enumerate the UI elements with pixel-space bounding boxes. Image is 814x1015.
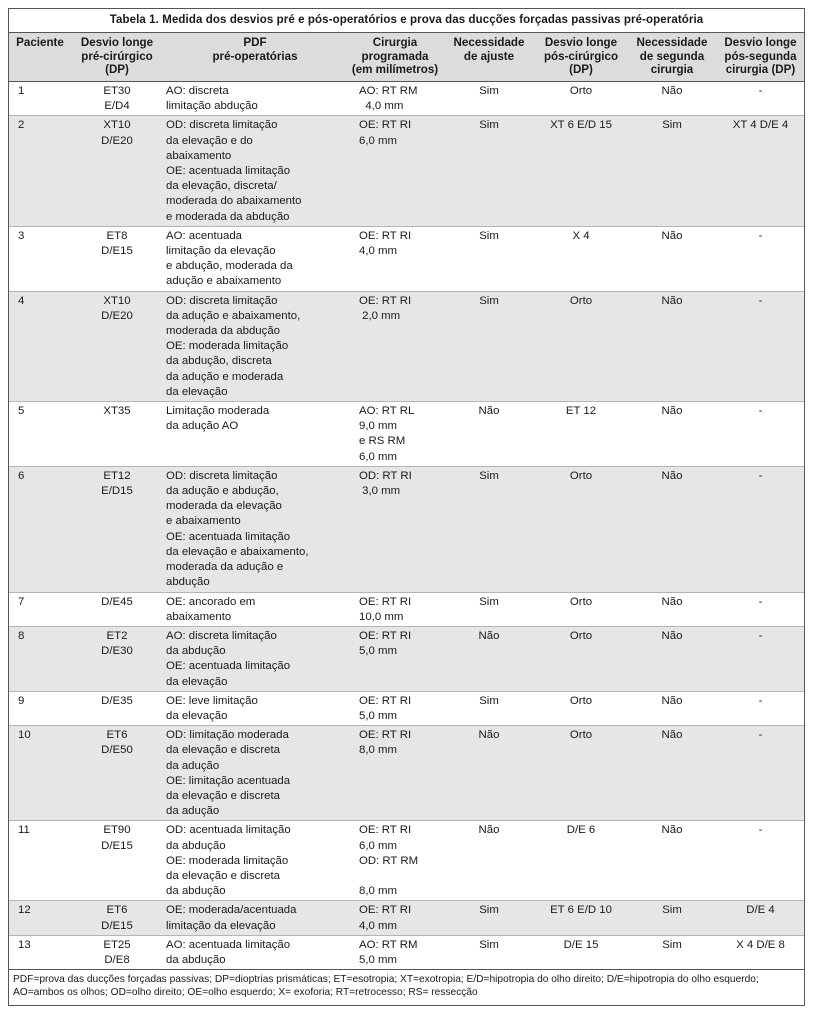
cell-cirurgia-line: 5,0 mm [359, 709, 397, 722]
cell-desvio-pre-line: E/D4 [104, 100, 130, 113]
header-pdf [163, 33, 347, 82]
cell-desvio-pos: Orto [535, 626, 627, 691]
cell-ajuste: Sim [443, 935, 535, 969]
cell-desvio-pos2: - [717, 726, 804, 821]
cell-segunda: Não [627, 691, 717, 725]
cell-desvio-pre [71, 116, 163, 226]
cell-pdf-line: OE: moderada/acentuada [166, 904, 297, 917]
cell-desvio-pre [71, 726, 163, 821]
cell-desvio-pos: ET 12 [535, 402, 627, 467]
cell-cirurgia-line: OE: RT RI [359, 824, 412, 837]
cell-ajuste: Não [443, 402, 535, 467]
cell-cirurgia [347, 691, 443, 725]
header-line: de segunda [639, 49, 705, 63]
table-row [9, 402, 804, 467]
cell-pdf-line: da elevação, discreta/ [166, 180, 277, 193]
cell-cirurgia-line: 6,0 mm [359, 134, 397, 147]
header-line: Desvio longe [724, 36, 797, 49]
cell-pdf-line: limitação da elevação [166, 245, 276, 258]
cell-desvio-pre [71, 626, 163, 691]
header-line: Desvio longe [80, 36, 154, 49]
cell-pdf-line: abaixamento [166, 149, 232, 162]
cell-cirurgia-line: 9,0 mm [359, 420, 397, 433]
header-line: pós-cirúrgico [543, 49, 619, 63]
cell-paciente: 1 [9, 82, 71, 116]
cell-pdf-line: da adução e abaixamento, [166, 309, 301, 322]
cell-ajuste: Não [443, 626, 535, 691]
cell-desvio-pre-line: D/E8 [104, 953, 130, 966]
cell-pdf-line: Limitação moderada [166, 405, 270, 418]
header-line: (em milímetros) [351, 63, 439, 76]
cell-cirurgia-line: 8,0 mm [359, 884, 397, 897]
header-desvio-pos [535, 33, 627, 82]
cell-cirurgia-line: AO: RT RM [359, 85, 418, 97]
cell-ajuste: Sim [443, 82, 535, 116]
cell-pdf-line: OD: discreta limitação [166, 294, 278, 307]
cell-pdf-line: limitação da elevação [166, 919, 276, 932]
table-title: Tabela 1. Medida dos desvios pré e pós-operatórios e prova das ducções forçadas passivas pré-operatória [9, 9, 804, 33]
cell-desvio-pos2: - [717, 691, 804, 725]
cell-pdf-line: da elevação e discreta [166, 744, 280, 757]
cell-cirurgia [347, 592, 443, 626]
cell-segunda: Não [627, 402, 717, 467]
cell-pdf [163, 402, 347, 467]
cell-desvio-pre-line: XT10 [103, 294, 131, 307]
cell-pdf-line: OE: limitação acentuada [166, 774, 291, 787]
cell-pdf-line: moderada da abdução [166, 325, 280, 338]
cell-cirurgia-line: 10,0 mm [359, 610, 404, 623]
cell-pdf-line: OE: moderada limitação [166, 854, 289, 867]
cell-cirurgia-line: 4,0 mm [359, 245, 397, 258]
cell-pdf-line: da elevação e discreta [166, 869, 280, 882]
cell-pdf-line: OE: acentuada limitação [166, 165, 291, 178]
cell-cirurgia-line: 5,0 mm [359, 953, 397, 966]
cell-desvio-pre [71, 226, 163, 291]
footnote [9, 970, 804, 1002]
cell-cirurgia-line: AO: RT RL [359, 405, 415, 418]
cell-desvio-pre-line: XT35 [103, 405, 131, 418]
cell-cirurgia-line: OE: RT RI [359, 595, 412, 608]
cell-pdf-line: da adução [166, 759, 220, 772]
cell-paciente: 10 [9, 726, 71, 821]
cell-pdf-line: e abdução, moderada da [166, 260, 293, 273]
cell-segunda: Não [627, 226, 717, 291]
cell-desvio-pre-line: D/E35 [101, 694, 133, 707]
cell-segunda: Não [627, 82, 717, 116]
cell-desvio-pos2: - [717, 402, 804, 467]
cell-pdf-line: OE: acentuada limitação [166, 530, 291, 543]
cell-desvio-pre-line: D/E50 [101, 744, 133, 757]
cell-desvio-pre-line: D/E45 [101, 595, 133, 608]
cell-cirurgia [347, 935, 443, 969]
cell-pdf-line: da adução AO [166, 420, 239, 433]
cell-pdf-line: abaixamento [166, 610, 232, 623]
cell-pdf-line: da abdução [166, 885, 226, 898]
cell-desvio-pre-line: D/E20 [101, 309, 133, 322]
cell-desvio-pos2: - [717, 226, 804, 291]
data-table [9, 33, 804, 970]
cell-desvio-pos2: XT 4 D/E 4 [717, 116, 804, 226]
cell-pdf-line: OD: limitação moderada [166, 729, 289, 742]
cell-cirurgia [347, 901, 443, 935]
cell-pdf-line: da adução e moderada [166, 370, 284, 383]
cell-cirurgia [347, 726, 443, 821]
cell-pdf-line: moderada da adução e [166, 561, 284, 574]
cell-pdf [163, 226, 347, 291]
cell-cirurgia-line: 8,0 mm [359, 744, 397, 757]
table-row [9, 226, 804, 291]
cell-ajuste: Sim [443, 291, 535, 401]
table-row [9, 691, 804, 725]
header-ajuste [443, 33, 535, 82]
header-line: de ajuste [463, 49, 515, 63]
cell-pdf-line: limitação abdução [166, 100, 258, 113]
table-frame [8, 8, 805, 1006]
cell-desvio-pre [71, 291, 163, 401]
table-row [9, 935, 804, 969]
cell-pdf [163, 821, 347, 901]
header-cirurgia [347, 33, 443, 82]
cell-desvio-pos2: - [717, 626, 804, 691]
cell-desvio-pre-line: D/E30 [101, 645, 133, 658]
cell-pdf [163, 935, 347, 969]
cell-pdf-line: AO: discreta [166, 85, 229, 97]
table-row [9, 901, 804, 935]
header-segunda [627, 33, 717, 82]
cell-paciente: 8 [9, 626, 71, 691]
cell-desvio-pre-line: ET8 [106, 229, 128, 242]
cell-segunda: Não [627, 726, 717, 821]
cell-desvio-pos: Orto [535, 466, 627, 592]
cell-pdf-line: moderada do abaixamento [166, 195, 302, 208]
cell-desvio-pre-line: XT10 [103, 119, 131, 132]
cell-pdf-line: OD: acentuada limitação [166, 824, 291, 837]
table-row [9, 821, 804, 901]
header-line: pós-segunda [724, 49, 797, 63]
cell-paciente: 7 [9, 592, 71, 626]
cell-paciente: 3 [9, 226, 71, 291]
cell-desvio-pos: Orto [535, 592, 627, 626]
cell-desvio-pre [71, 592, 163, 626]
header-desvio-pre [71, 33, 163, 82]
header-line: cirurgia [650, 63, 694, 76]
cell-desvio-pos: Orto [535, 82, 627, 116]
cell-ajuste: Sim [443, 466, 535, 592]
header-line: Cirurgia [372, 36, 418, 49]
header-line: Necessidade [453, 36, 525, 49]
cell-desvio-pre [71, 82, 163, 116]
cell-ajuste: Sim [443, 116, 535, 226]
cell-ajuste: Sim [443, 226, 535, 291]
cell-pdf-line: da abdução [166, 839, 226, 852]
cell-desvio-pos2: - [717, 466, 804, 592]
cell-ajuste: Sim [443, 901, 535, 935]
cell-pdf-line: OD: discreta limitação [166, 469, 278, 482]
cell-pdf-line: da abdução, discreta [166, 355, 272, 368]
cell-segunda: Não [627, 291, 717, 401]
cell-cirurgia-line: OE: RT RI [359, 629, 412, 642]
cell-cirurgia [347, 82, 443, 116]
cell-pdf-line: da abdução [166, 645, 226, 658]
cell-cirurgia-line: OE: RT RI [359, 694, 412, 707]
cell-desvio-pre-line: E/D15 [101, 485, 133, 498]
cell-pdf-line: da elevação [166, 675, 228, 688]
table-row [9, 116, 804, 226]
cell-pdf-line: da elevação e discreta [166, 789, 280, 802]
cell-desvio-pos: D/E 15 [535, 935, 627, 969]
cell-cirurgia-line: OD: RT RM [359, 854, 419, 867]
header-line: (DP) [569, 63, 593, 76]
cell-desvio-pre [71, 402, 163, 467]
cell-pdf-line: moderada da elevação [166, 500, 282, 513]
header-line: Paciente [16, 36, 64, 49]
table-row [9, 592, 804, 626]
cell-pdf [163, 626, 347, 691]
cell-pdf [163, 116, 347, 226]
cell-segunda: Não [627, 466, 717, 592]
cell-desvio-pre-line: D/E15 [101, 839, 133, 852]
header-line: Necessidade [636, 36, 708, 49]
cell-pdf [163, 291, 347, 401]
cell-pdf-line: OE: leve limitação [166, 694, 258, 707]
cell-desvio-pre-line: ET6 [106, 729, 128, 742]
cell-desvio-pre-line: D/E15 [101, 919, 133, 932]
cell-pdf [163, 691, 347, 725]
cell-desvio-pre [71, 691, 163, 725]
header-line: programada [361, 49, 429, 63]
cell-ajuste: Sim [443, 691, 535, 725]
cell-pdf-line: abdução [166, 576, 210, 589]
cell-pdf-line: OE: moderada limitação [166, 340, 289, 353]
header-line: PDF [243, 36, 267, 49]
header-paciente [9, 33, 71, 82]
cell-desvio-pre [71, 935, 163, 969]
cell-desvio-pre-line: ET25 [103, 938, 131, 951]
footnote-line: PDF=prova das ducções forçadas passivas; DP=dioptrias prismáticas; ET=esotropia; XT=exotropia; E/D=hipotropia do olho direito; D/E=hipotropia do olho esquerdo; [13, 974, 759, 986]
cell-segunda: Sim [627, 901, 717, 935]
cell-desvio-pos: X 4 [535, 226, 627, 291]
table-row [9, 291, 804, 401]
cell-pdf [163, 592, 347, 626]
cell-paciente: 6 [9, 466, 71, 592]
cell-desvio-pos2: - [717, 82, 804, 116]
cell-paciente: 5 [9, 402, 71, 467]
cell-segunda: Não [627, 821, 717, 901]
cell-cirurgia-line: OE: RT RI [359, 729, 412, 742]
cell-pdf-line: OE: acentuada limitação [166, 660, 291, 673]
cell-desvio-pre-line: ET12 [103, 469, 131, 482]
cell-cirurgia-line: 6,0 mm [359, 450, 397, 463]
cell-ajuste: Sim [443, 592, 535, 626]
cell-paciente: 2 [9, 116, 71, 226]
header-row [9, 33, 804, 82]
cell-desvio-pos2: X 4 D/E 8 [717, 935, 804, 969]
cell-cirurgia-line: 2,0 mm [359, 309, 401, 322]
cell-pdf-line: AO: discreta limitação [166, 629, 277, 642]
cell-desvio-pre-line: ET2 [106, 629, 128, 642]
cell-segunda: Não [627, 626, 717, 691]
cell-paciente: 12 [9, 901, 71, 935]
table-row [9, 626, 804, 691]
cell-desvio-pre [71, 466, 163, 592]
cell-paciente: 9 [9, 691, 71, 725]
header-line: pré-cirúrgico [81, 49, 153, 63]
cell-desvio-pos: Orto [535, 291, 627, 401]
cell-paciente: 13 [9, 935, 71, 969]
cell-pdf-line: OD: discreta limitação [166, 119, 278, 132]
cell-cirurgia-line: e RS RM [359, 435, 406, 448]
cell-desvio-pre-line: ET6 [106, 904, 128, 917]
cell-cirurgia [347, 626, 443, 691]
cell-pdf-line: AO: acentuada limitação [166, 938, 291, 951]
header-line: cirurgia (DP) [725, 63, 796, 76]
cell-desvio-pos: D/E 6 [535, 821, 627, 901]
cell-pdf-line: AO: acentuada [166, 229, 242, 242]
cell-pdf [163, 901, 347, 935]
cell-desvio-pos2: - [717, 592, 804, 626]
cell-pdf [163, 82, 347, 116]
cell-pdf-line: da adução [166, 805, 220, 818]
cell-cirurgia-line: 4,0 mm [359, 919, 397, 932]
cell-cirurgia-line: OE: RT RI [359, 294, 412, 307]
cell-desvio-pos2: - [717, 291, 804, 401]
cell-cirurgia-line: 3,0 mm [359, 485, 401, 498]
cell-ajuste: Não [443, 726, 535, 821]
footnote-line: AO=ambos os olhos; OD=olho direito; OE=olho esquerdo; X= exoforia; RT=retrocesso; RS= ressecção [13, 987, 478, 999]
cell-segunda: Não [627, 592, 717, 626]
cell-cirurgia-line: 6,0 mm [359, 839, 397, 852]
cell-paciente: 4 [9, 291, 71, 401]
table-row [9, 82, 804, 116]
header-line: pré-operatórias [212, 49, 298, 63]
table-row [9, 726, 804, 821]
cell-pdf [163, 466, 347, 592]
cell-pdf-line: da elevação e abaixamento, [166, 545, 309, 558]
cell-desvio-pos: XT 6 E/D 15 [535, 116, 627, 226]
cell-cirurgia-line: OE: RT RI [359, 904, 412, 917]
header-line: (DP) [105, 63, 129, 76]
cell-desvio-pos: ET 6 E/D 10 [535, 901, 627, 935]
cell-pdf-line: da elevação [166, 709, 228, 722]
cell-pdf-line: OE: ancorado em [166, 595, 256, 608]
cell-desvio-pos2: D/E 4 [717, 901, 804, 935]
cell-pdf [163, 726, 347, 821]
cell-cirurgia-line: OD: RT RI [359, 469, 412, 482]
cell-desvio-pre [71, 901, 163, 935]
cell-pdf-line: adução e abaixamento [166, 275, 282, 288]
cell-pdf-line: e moderada da abdução [166, 210, 290, 223]
spacer [359, 869, 440, 884]
cell-desvio-pos: Orto [535, 691, 627, 725]
cell-cirurgia-line: OE: RT RI [359, 119, 412, 132]
cell-cirurgia [347, 821, 443, 901]
cell-desvio-pos: Orto [535, 726, 627, 821]
cell-desvio-pos2: - [717, 821, 804, 901]
cell-pdf-line: da elevação e do [166, 134, 253, 147]
table-body [9, 82, 804, 970]
cell-pdf-line: da elevação [166, 385, 228, 398]
cell-cirurgia [347, 402, 443, 467]
cell-segunda: Sim [627, 935, 717, 969]
cell-pdf-line: da adução e abdução, [166, 485, 279, 498]
cell-desvio-pre-line: D/E20 [101, 134, 133, 147]
cell-segunda: Sim [627, 116, 717, 226]
cell-cirurgia-line: 5,0 mm [359, 645, 397, 658]
table-row [9, 466, 804, 592]
cell-desvio-pre-line: D/E15 [101, 245, 133, 258]
cell-cirurgia [347, 226, 443, 291]
header-desvio-pos2 [717, 33, 804, 82]
cell-pdf-line: da abdução [166, 953, 226, 966]
cell-desvio-pre [71, 821, 163, 901]
cell-cirurgia-line: 4,0 mm [359, 100, 404, 113]
cell-ajuste: Não [443, 821, 535, 901]
cell-desvio-pre-line: ET30 [103, 85, 131, 97]
cell-paciente: 11 [9, 821, 71, 901]
cell-pdf-line: e abaixamento [166, 515, 241, 528]
cell-cirurgia [347, 116, 443, 226]
cell-desvio-pre-line: ET90 [103, 824, 131, 837]
cell-cirurgia-line: OE: RT RI [359, 229, 412, 242]
cell-cirurgia [347, 291, 443, 401]
header-line: Desvio longe [544, 36, 618, 49]
cell-cirurgia [347, 466, 443, 592]
cell-cirurgia-line: AO: RT RM [359, 938, 418, 951]
